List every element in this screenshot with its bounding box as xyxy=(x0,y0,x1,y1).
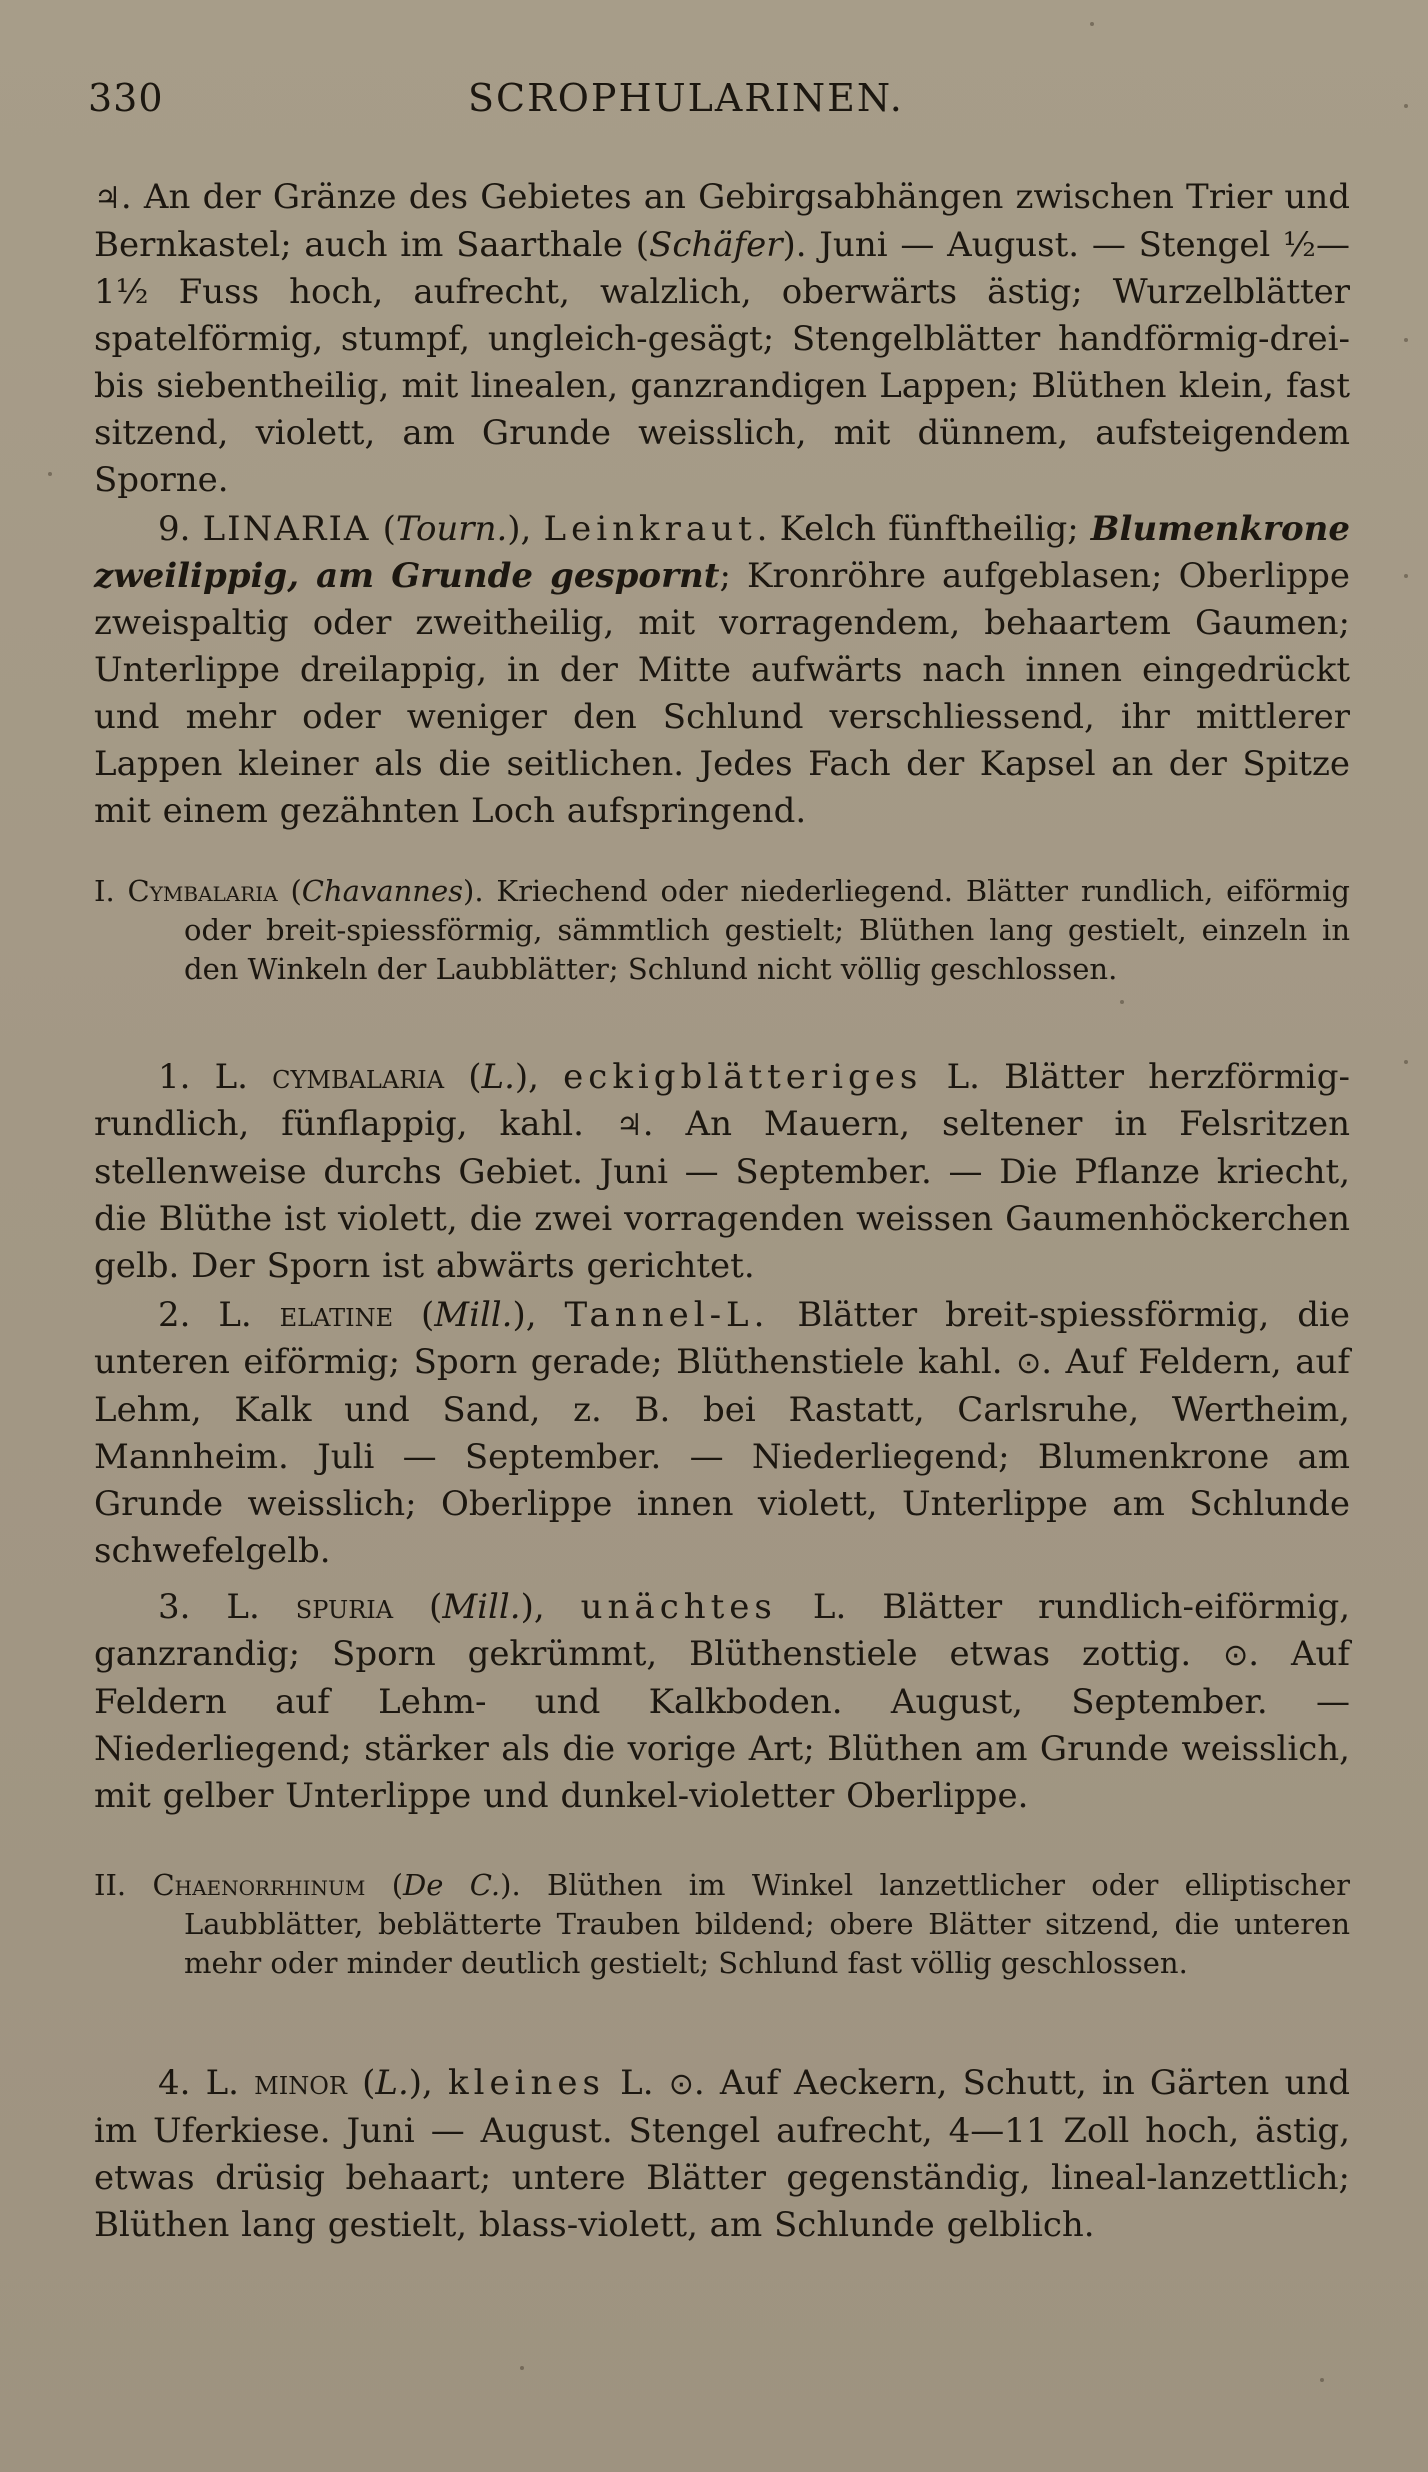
species-number: 3. L. xyxy=(158,1587,260,1627)
paper-speck xyxy=(48,472,52,476)
author-citation: Schäfer xyxy=(649,225,783,265)
species-name: spuria xyxy=(295,1587,394,1627)
species-number: 1. L. xyxy=(158,1057,248,1097)
species-author: Mill. xyxy=(434,1295,513,1335)
genus-key-feature: Blumenkrone zweilippig, am Grunde gespornt xyxy=(94,509,1350,596)
genus-author: Tourn. xyxy=(395,509,508,549)
intro-paragraph: ♃. An der Gränze des Gebietes an Gebirgsabhängen zwischen Trier und Bernkastel; auch im Saarthale (Schäfer). Juni — August. — Stengel ½—1½ Fuss hoch, aufrecht, walzlich, oberwärts ästig; Wurzelblätter spatelförmig, stumpf, ungleich-gesägt; Stengelblätter handförmig-drei- bis siebentheilig, mit linealen, ganzrandigen Lappen; Blüthen klein, fast sitzend, violett, am Grunde weisslich, mit dünnem, aufsteigendem Sporne. xyxy=(94,177,1350,500)
perennial-symbol: ♃ xyxy=(94,181,121,216)
section-numeral: II. xyxy=(94,1868,127,1902)
paper-speck xyxy=(1404,1060,1408,1064)
species-common-name: kleines xyxy=(448,2063,605,2103)
paper-speck xyxy=(1120,1000,1124,1004)
paper-speck xyxy=(1404,338,1408,342)
genus-linaria: 9. LINARIA (Tourn.), Leinkraut. Kelch fünftheilig; Blumenkrone zweilippig, am Grunde gespornt; Kronröhre aufgeblasen; Oberlippe zweispaltig oder zweitheilig, mit vorragendem, behaartem Gaumen; Unterlippe dreilappig, in der Mitte aufwärts nach innen eingedrückt und mehr oder weniger den Schlund verschliessend, ihr mittlerer Lappen kleiner als die seitlichen. Jedes Fach der Kapsel an der Spitze mit einem gezähnten Loch aufspringend. xyxy=(94,509,1350,831)
section-name: Chaenorrhinum xyxy=(152,1868,366,1902)
species-spuria: 3. L. spuria (Mill.), unächtes L. Blätter rundlich-eiförmig, ganzrandig; Sporn gekrümmt, Blüthenstiele etwas zottig. ⊙. Auf Feldern auf Lehm- und Kalkboden. August, September. — Niederliegend; stärker als die vorige Art; Blüthen am Grunde weisslich, mit gelber Unterlippe und dunkel-violetter Oberlippe. xyxy=(94,1587,1351,1816)
paper-speck xyxy=(1404,104,1408,108)
running-title: SCROPHULARINEN. xyxy=(468,76,904,120)
section-cymbalaria: I. Cymbalaria (Chavannes). Kriechend oder niederliegend. Blätter rundlich, eiförmig oder breit-spiessförmig, sämmtlich gestielt; Blüthen lang gestielt, einzeln in den Winkeln der Laubblätter; Schlund nicht völlig geschlossen. xyxy=(94,874,1350,986)
species-elatine: 2. L. elatine (Mill.), Tannel-L. Blätter breit-spiessförmig, die unteren eiförmig; Sporn gerade; Blüthenstiele kahl. ⊙. Auf Feldern, auf Lehm, Kalk und Sand, z. B. bei Rastatt, Carlsruhe, Wertheim, Mannheim. Juli — September. — Niederliegend; Blumenkrone am Grunde weisslich; Oberlippe innen violett, Unterlippe am Schlunde schwefelgelb. xyxy=(94,1295,1350,1571)
species-common-name: eckigblätteriges xyxy=(563,1057,923,1097)
paper-speck xyxy=(1320,2378,1324,2382)
species-minor: 4. L. minor (L.), kleines L. ⊙. Auf Aeckern, Schutt, in Gärten und im Uferkiese. Juni — August. Stengel aufrecht, 4—11 Zoll hoch, ästig, etwas drüsig behaart; untere Blätter gegenständig, lineal-lanzettlich; Blüthen lang gestielt, blass-violett, am Schlunde gelblich. xyxy=(94,2063,1351,2245)
species-common-name: Tannel-L. xyxy=(564,1295,770,1335)
species-number: 2. L. xyxy=(158,1295,252,1335)
annual-symbol: ⊙ xyxy=(668,2067,694,2102)
paper-speck xyxy=(1404,574,1408,578)
page-header xyxy=(88,76,1348,136)
perennial-symbol: ♃ xyxy=(615,1108,643,1143)
species-name: minor xyxy=(254,2063,347,2103)
annual-symbol: ⊙ xyxy=(1223,1638,1249,1673)
species-name: cymbalaria xyxy=(272,1057,445,1097)
paper-speck xyxy=(1090,22,1094,26)
page-number: 330 xyxy=(88,76,164,120)
paper-speck xyxy=(520,2366,524,2370)
species-number: 4. L. xyxy=(158,2063,239,2103)
genus-common-name: Leinkraut xyxy=(543,509,757,549)
species-cymbalaria: 1. L. cymbalaria (L.), eckigblätteriges L. Blätter herzförmig-rundlich, fünflappig, kahl. ♃. An Mauern, seltener in Felsritzen stellenweise durchs Gebiet. Juni — September. — Die Pflanze kriecht, die Blüthe ist violett, die zwei vorragenden weissen Gaumenhöckerchen gelb. Der Sporn ist abwärts gerichtet. xyxy=(94,1057,1350,1286)
section-name: Cymbalaria xyxy=(127,874,278,908)
genus-number: 9. xyxy=(158,509,191,549)
species-author: Mill. xyxy=(442,1587,521,1627)
species-name: elatine xyxy=(279,1295,394,1335)
species-author: L. xyxy=(375,2063,409,2103)
species-common-name: unächtes xyxy=(580,1587,777,1627)
species-author: L. xyxy=(481,1057,515,1097)
genus-name: LINARIA xyxy=(202,509,371,549)
section-author: Chavannes xyxy=(301,874,464,908)
annual-symbol: ⊙ xyxy=(1016,1346,1042,1381)
section-author: De C. xyxy=(403,1868,501,1902)
section-numeral: I. xyxy=(94,874,115,908)
section-chaenorrhinum: II. Chaenorrhinum (De C.). Blüthen im Winkel lanzettlicher oder elliptischer Laubblätter, beblätterte Trauben bildend; obere Blätter sitzend, die unteren mehr oder minder deutlich gestielt; Schlund fast völlig geschlossen. xyxy=(94,1868,1350,1980)
